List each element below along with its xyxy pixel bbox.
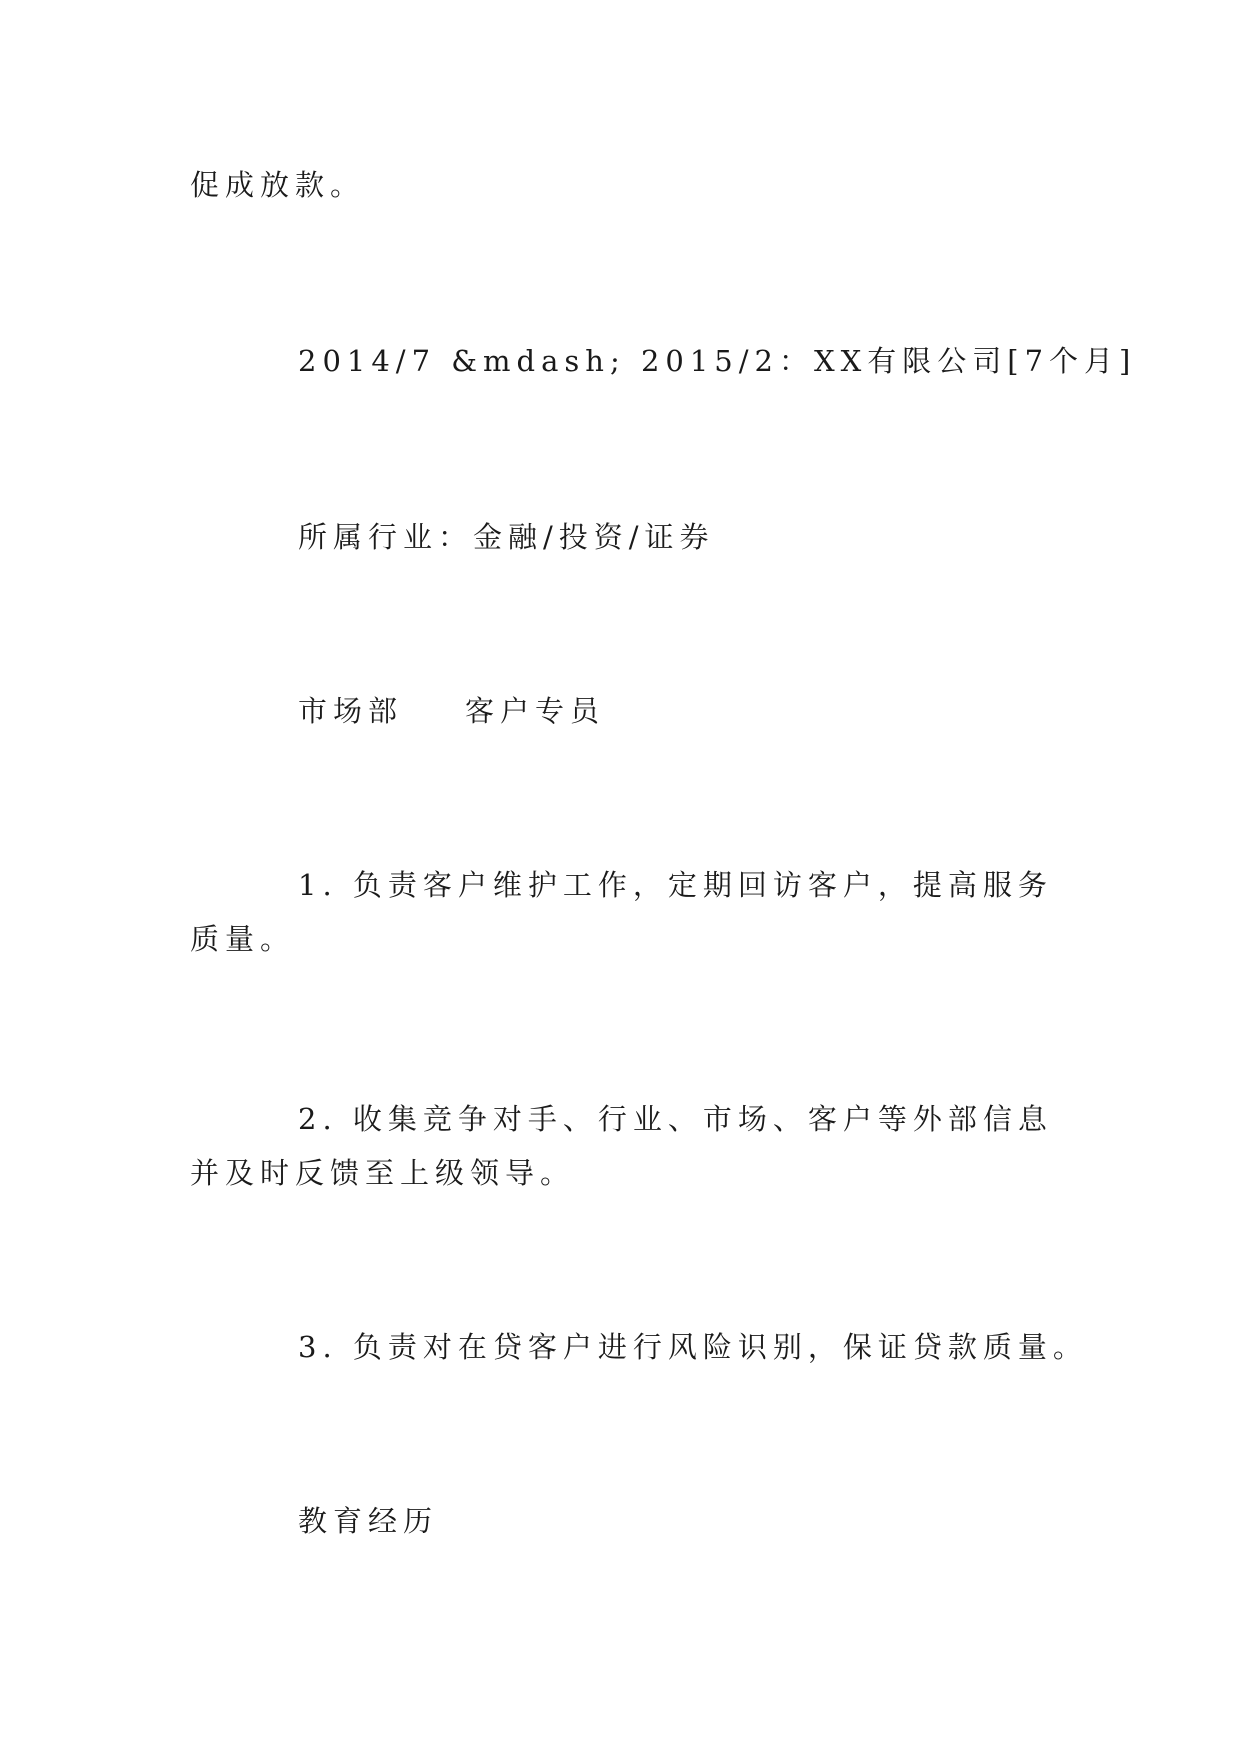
duty-item-2: 2. 收集竞争对手、行业、市场、客户等外部信息并及时反馈至上级领导。 [190,1102,1053,1190]
industry-line: 所属行业：金融/投资/证券 [298,520,715,554]
employment-period-line: 2014/7 &mdash; 2015/2：XX有限公司[7个月] [298,344,1137,378]
department-text: 市场部 [298,694,404,728]
duty-item-3: 3. 负责对在贷客户进行风险识别，保证贷款质量。 [298,1330,1088,1364]
text-line-disbursement: 促成放款。 [190,168,366,202]
department-position-line [298,686,605,736]
position-text: 客户专员 [465,694,606,728]
duty-item-1: 1. 负责客户维护工作，定期回访客户，提高服务质量。 [190,868,1053,956]
section-heading-education: 教育经历 [298,1504,439,1538]
